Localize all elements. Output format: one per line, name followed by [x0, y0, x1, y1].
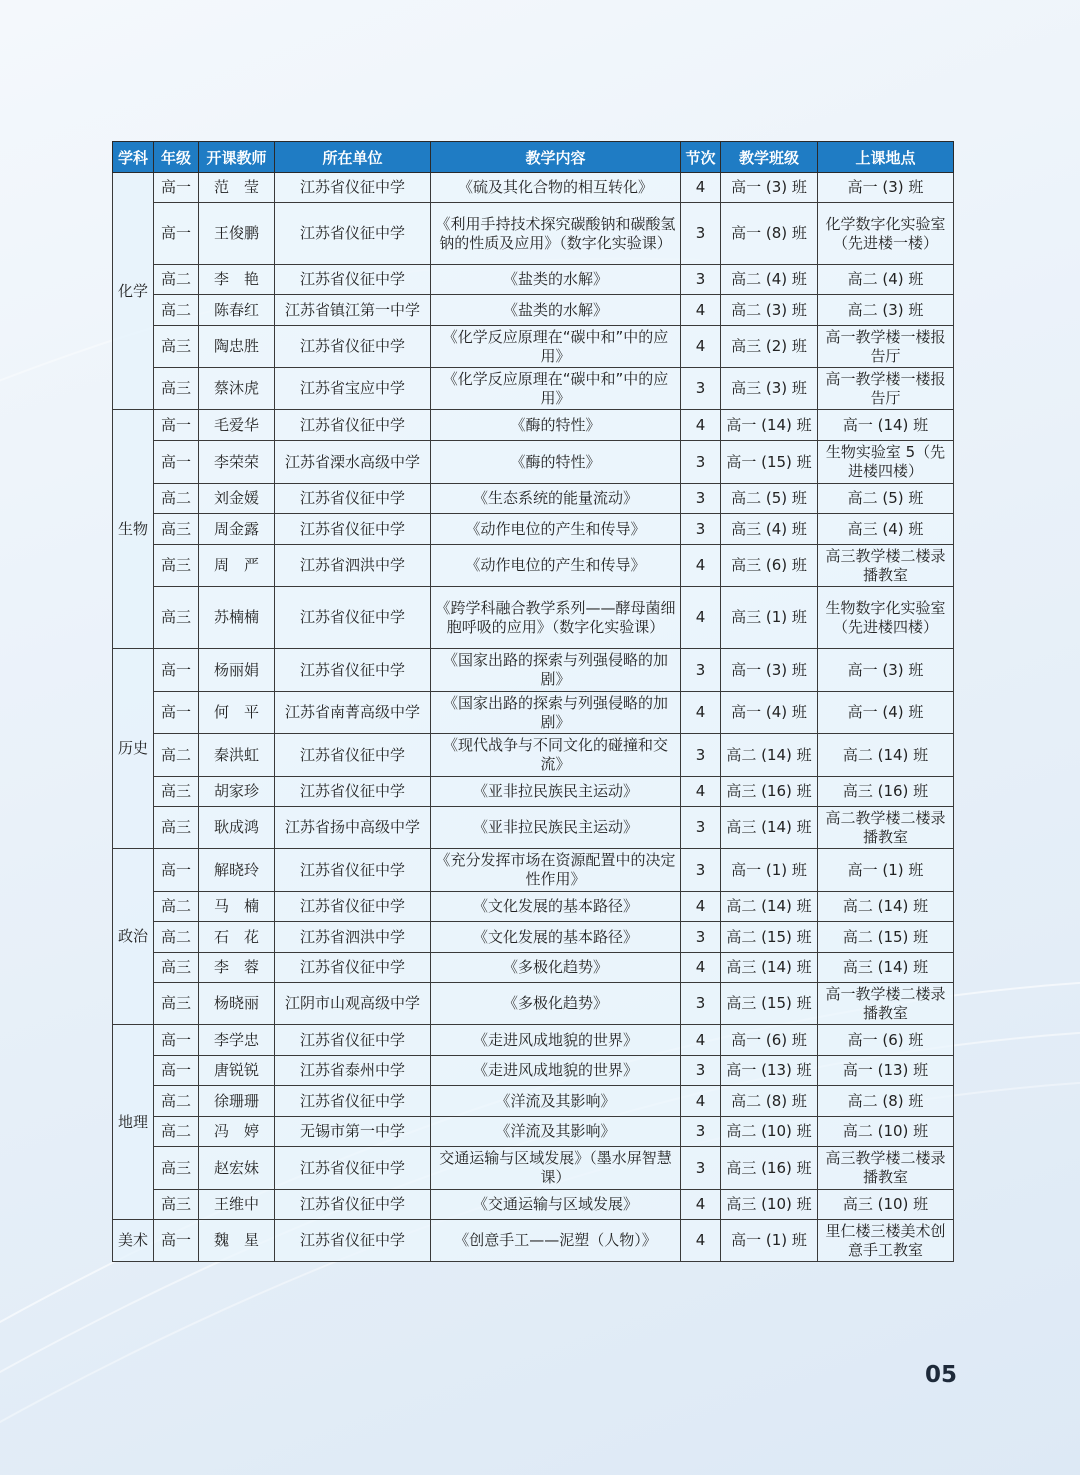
table-row: [113, 410, 954, 441]
cell-period: 3: [681, 922, 721, 953]
cell-grade: 高二: [154, 1086, 199, 1117]
cell-school: 江苏省仪征中学: [275, 484, 431, 514]
cell-period: 4: [681, 326, 721, 368]
course-schedule-table: [112, 141, 954, 1262]
cell-location: 高二教学楼二楼录播教室: [818, 807, 954, 849]
cell-period: 4: [681, 1190, 721, 1220]
cell-location: 高一教学楼一楼报告厅: [818, 368, 954, 410]
table-row: [113, 777, 954, 807]
header-teacher: 开课教师: [199, 142, 275, 173]
header-class: 教学班级: [721, 142, 818, 173]
cell-period: 3: [681, 983, 721, 1025]
table-row: [113, 734, 954, 777]
table-row: [113, 326, 954, 368]
cell-class: 高三 (16) 班: [721, 777, 818, 807]
cell-grade: 高二: [154, 1117, 199, 1147]
cell-grade: 高三: [154, 1190, 199, 1220]
cell-location: 高二 (4) 班: [818, 265, 954, 295]
table-row: [113, 545, 954, 587]
cell-class: 高二 (14) 班: [721, 734, 818, 777]
cell-school: 江苏省镇江第一中学: [275, 295, 431, 326]
cell-content: 《利用手持技术探究碳酸钠和碳酸氢钠的性质及应用》（数字化实验课）: [431, 203, 681, 265]
cell-content: 《动作电位的产生和传导》: [431, 514, 681, 545]
cell-location: 高三 (16) 班: [818, 777, 954, 807]
cell-class: 高一 (1) 班: [721, 849, 818, 892]
cell-grade: 高三: [154, 368, 199, 410]
cell-period: 4: [681, 410, 721, 441]
cell-content: 《盐类的水解》: [431, 295, 681, 326]
cell-content: 《交通运输与区域发展》: [431, 1190, 681, 1220]
cell-class: 高二 (15) 班: [721, 922, 818, 953]
table-row: [113, 1025, 954, 1056]
cell-teacher: 刘金媛: [199, 484, 275, 514]
cell-class: 高二 (14) 班: [721, 892, 818, 922]
cell-school: 江苏省仪征中学: [275, 953, 431, 983]
table-row: [113, 922, 954, 953]
table-row: [113, 1147, 954, 1190]
cell-grade: 高一: [154, 410, 199, 441]
cell-grade: 高一: [154, 649, 199, 692]
cell-content: 《动作电位的产生和传导》: [431, 545, 681, 587]
cell-period: 3: [681, 807, 721, 849]
cell-location: 高二 (15) 班: [818, 922, 954, 953]
cell-period: 4: [681, 1025, 721, 1056]
cell-grade: 高一: [154, 173, 199, 203]
cell-school: 江苏省仪征中学: [275, 777, 431, 807]
cell-school: 江苏省泰州中学: [275, 1056, 431, 1086]
page-number: 05: [925, 1362, 958, 1388]
cell-content: 《跨学科融合教学系列——酵母菌细胞呼吸的应用》（数字化实验课）: [431, 587, 681, 649]
cell-class: 高三 (4) 班: [721, 514, 818, 545]
cell-content: 《亚非拉民族民主运动》: [431, 807, 681, 849]
table-row: [113, 173, 954, 203]
header-grade: 年级: [154, 142, 199, 173]
table-row: [113, 587, 954, 649]
table-row: [113, 807, 954, 849]
cell-school: 江苏省仪征中学: [275, 514, 431, 545]
cell-period: 4: [681, 173, 721, 203]
cell-location: 高一教学楼二楼录播教室: [818, 983, 954, 1025]
cell-teacher: 李学忠: [199, 1025, 275, 1056]
cell-class: 高一 (6) 班: [721, 1025, 818, 1056]
header-location: 上课地点: [818, 142, 954, 173]
cell-subject: 化学: [113, 173, 154, 410]
cell-grade: 高三: [154, 514, 199, 545]
cell-school: 江苏省扬中高级中学: [275, 807, 431, 849]
table-header-row: [113, 142, 954, 173]
cell-school: 江苏省仪征中学: [275, 203, 431, 265]
cell-grade: 高二: [154, 295, 199, 326]
cell-grade: 高三: [154, 326, 199, 368]
cell-content: 《化学反应原理在“碳中和”中的应用》: [431, 326, 681, 368]
cell-grade: 高三: [154, 587, 199, 649]
cell-period: 4: [681, 892, 721, 922]
cell-teacher: 冯 婷: [199, 1117, 275, 1147]
cell-content: 《文化发展的基本路径》: [431, 922, 681, 953]
cell-period: 3: [681, 484, 721, 514]
cell-school: 江苏省仪征中学: [275, 1190, 431, 1220]
cell-class: 高一 (4) 班: [721, 692, 818, 734]
header-subject: 学科: [113, 142, 154, 173]
cell-content: 《创意手工——泥塑（人物）》: [431, 1220, 681, 1262]
cell-location: 高一 (6) 班: [818, 1025, 954, 1056]
cell-class: 高三 (3) 班: [721, 368, 818, 410]
cell-location: 高一 (4) 班: [818, 692, 954, 734]
cell-teacher: 胡家珍: [199, 777, 275, 807]
cell-grade: 高一: [154, 441, 199, 484]
cell-grade: 高一: [154, 203, 199, 265]
cell-school: 江苏省仪征中学: [275, 649, 431, 692]
cell-school: 江苏省仪征中学: [275, 1086, 431, 1117]
header-content: 教学内容: [431, 142, 681, 173]
cell-location: 高一教学楼一楼报告厅: [818, 326, 954, 368]
cell-content: 《化学反应原理在“碳中和”中的应用》: [431, 368, 681, 410]
table-row: [113, 265, 954, 295]
cell-period: 3: [681, 1117, 721, 1147]
cell-school: 无锡市第一中学: [275, 1117, 431, 1147]
cell-location: 高三 (14) 班: [818, 953, 954, 983]
cell-location: 高二 (3) 班: [818, 295, 954, 326]
table-row: [113, 368, 954, 410]
cell-class: 高一 (3) 班: [721, 649, 818, 692]
cell-teacher: 马 楠: [199, 892, 275, 922]
cell-period: 3: [681, 368, 721, 410]
cell-subject: 历史: [113, 649, 154, 849]
cell-teacher: 苏楠楠: [199, 587, 275, 649]
cell-location: 生物数字化实验室（先进楼四楼）: [818, 587, 954, 649]
cell-period: 4: [681, 692, 721, 734]
cell-period: 4: [681, 953, 721, 983]
cell-grade: 高一: [154, 1220, 199, 1262]
cell-content: 《盐类的水解》: [431, 265, 681, 295]
cell-teacher: 陶忠胜: [199, 326, 275, 368]
cell-location: 高二 (14) 班: [818, 892, 954, 922]
cell-content: 《现代战争与不同文化的碰撞和交流》: [431, 734, 681, 777]
table-row: [113, 295, 954, 326]
cell-subject: 生物: [113, 410, 154, 649]
cell-location: 高三教学楼二楼录播教室: [818, 545, 954, 587]
cell-teacher: 王俊鹏: [199, 203, 275, 265]
cell-location: 高三教学楼二楼录播教室: [818, 1147, 954, 1190]
table-row: [113, 983, 954, 1025]
cell-period: 3: [681, 649, 721, 692]
table-row: [113, 203, 954, 265]
cell-class: 高二 (3) 班: [721, 295, 818, 326]
cell-content: 《亚非拉民族民主运动》: [431, 777, 681, 807]
cell-content: 《硫及其化合物的相互转化》: [431, 173, 681, 203]
cell-grade: 高二: [154, 484, 199, 514]
cell-school: 江苏省宝应中学: [275, 368, 431, 410]
cell-subject: 地理: [113, 1025, 154, 1220]
cell-grade: 高二: [154, 265, 199, 295]
cell-school: 江苏省仪征中学: [275, 587, 431, 649]
table-row: [113, 892, 954, 922]
table-row: [113, 441, 954, 484]
cell-teacher: 李荣荣: [199, 441, 275, 484]
cell-grade: 高一: [154, 1056, 199, 1086]
cell-class: 高三 (6) 班: [721, 545, 818, 587]
cell-grade: 高三: [154, 953, 199, 983]
cell-class: 高三 (16) 班: [721, 1147, 818, 1190]
cell-school: 江苏省溧水高级中学: [275, 441, 431, 484]
cell-location: 高一 (13) 班: [818, 1056, 954, 1086]
cell-grade: 高三: [154, 983, 199, 1025]
cell-period: 4: [681, 587, 721, 649]
cell-period: 4: [681, 545, 721, 587]
table-row: [113, 1086, 954, 1117]
cell-content: 《酶的特性》: [431, 441, 681, 484]
table-row: [113, 1220, 954, 1262]
cell-content: 《多极化趋势》: [431, 983, 681, 1025]
cell-content: 《走进风成地貌的世界》: [431, 1056, 681, 1086]
cell-grade: 高一: [154, 849, 199, 892]
cell-content: 《充分发挥市场在资源配置中的决定性作用》: [431, 849, 681, 892]
cell-period: 3: [681, 514, 721, 545]
cell-content: 《国家出路的探索与列强侵略的加剧》: [431, 692, 681, 734]
cell-period: 3: [681, 203, 721, 265]
cell-teacher: 石 花: [199, 922, 275, 953]
table-row: [113, 514, 954, 545]
cell-teacher: 李 蓉: [199, 953, 275, 983]
cell-school: 江阴市山观高级中学: [275, 983, 431, 1025]
cell-class: 高一 (3) 班: [721, 173, 818, 203]
table-row: [113, 1190, 954, 1220]
cell-grade: 高二: [154, 892, 199, 922]
cell-location: 高三 (10) 班: [818, 1190, 954, 1220]
cell-period: 4: [681, 1220, 721, 1262]
cell-period: 3: [681, 441, 721, 484]
table-row: [113, 692, 954, 734]
cell-grade: 高二: [154, 734, 199, 777]
cell-school: 江苏省仪征中学: [275, 173, 431, 203]
cell-content: 《走进风成地貌的世界》: [431, 1025, 681, 1056]
table-row: [113, 649, 954, 692]
cell-grade: 高三: [154, 807, 199, 849]
cell-school: 江苏省仪征中学: [275, 734, 431, 777]
cell-school: 江苏省泗洪中学: [275, 922, 431, 953]
cell-period: 3: [681, 1147, 721, 1190]
cell-school: 江苏省仪征中学: [275, 1025, 431, 1056]
cell-school: 江苏省仪征中学: [275, 1147, 431, 1190]
cell-subject: 政治: [113, 849, 154, 1025]
cell-location: 生物实验室 5（先进楼四楼）: [818, 441, 954, 484]
cell-teacher: 李 艳: [199, 265, 275, 295]
cell-teacher: 杨晓丽: [199, 983, 275, 1025]
cell-class: 高一 (13) 班: [721, 1056, 818, 1086]
cell-teacher: 魏 星: [199, 1220, 275, 1262]
cell-location: 高三 (4) 班: [818, 514, 954, 545]
cell-teacher: 杨丽娟: [199, 649, 275, 692]
cell-grade: 高三: [154, 545, 199, 587]
cell-period: 4: [681, 295, 721, 326]
cell-teacher: 陈春红: [199, 295, 275, 326]
cell-class: 高三 (1) 班: [721, 587, 818, 649]
cell-location: 高二 (10) 班: [818, 1117, 954, 1147]
cell-content: 《国家出路的探索与列强侵略的加剧》: [431, 649, 681, 692]
cell-grade: 高一: [154, 1025, 199, 1056]
cell-school: 江苏省仪征中学: [275, 265, 431, 295]
cell-class: 高一 (1) 班: [721, 1220, 818, 1262]
cell-content: 《洋流及其影响》: [431, 1117, 681, 1147]
cell-location: 高一 (1) 班: [818, 849, 954, 892]
cell-school: 江苏省南菁高级中学: [275, 692, 431, 734]
cell-class: 高三 (14) 班: [721, 807, 818, 849]
cell-content: 《文化发展的基本路径》: [431, 892, 681, 922]
cell-period: 3: [681, 1056, 721, 1086]
table-row: [113, 484, 954, 514]
table-row: [113, 849, 954, 892]
cell-class: 高二 (5) 班: [721, 484, 818, 514]
cell-grade: 高三: [154, 777, 199, 807]
cell-class: 高二 (4) 班: [721, 265, 818, 295]
cell-content: 交通运输与区域发展》（墨水屏智慧课）: [431, 1147, 681, 1190]
cell-period: 3: [681, 849, 721, 892]
cell-teacher: 何 平: [199, 692, 275, 734]
cell-class: 高一 (14) 班: [721, 410, 818, 441]
cell-class: 高三 (15) 班: [721, 983, 818, 1025]
cell-teacher: 唐锐锐: [199, 1056, 275, 1086]
cell-teacher: 周金露: [199, 514, 275, 545]
table-row: [113, 1056, 954, 1086]
header-period: 节次: [681, 142, 721, 173]
cell-school: 江苏省泗洪中学: [275, 545, 431, 587]
cell-content: 《酶的特性》: [431, 410, 681, 441]
cell-school: 江苏省仪征中学: [275, 326, 431, 368]
cell-location: 高二 (5) 班: [818, 484, 954, 514]
cell-content: 《洋流及其影响》: [431, 1086, 681, 1117]
table-row: [113, 953, 954, 983]
cell-school: 江苏省仪征中学: [275, 849, 431, 892]
cell-period: 4: [681, 1086, 721, 1117]
cell-class: 高三 (10) 班: [721, 1190, 818, 1220]
cell-period: 3: [681, 734, 721, 777]
cell-class: 高一 (8) 班: [721, 203, 818, 265]
cell-teacher: 王维中: [199, 1190, 275, 1220]
cell-location: 化学数字化实验室（先进楼一楼）: [818, 203, 954, 265]
cell-school: 江苏省仪征中学: [275, 1220, 431, 1262]
cell-location: 高二 (8) 班: [818, 1086, 954, 1117]
cell-content: 《生态系统的能量流动》: [431, 484, 681, 514]
cell-class: 高一 (15) 班: [721, 441, 818, 484]
cell-class: 高二 (8) 班: [721, 1086, 818, 1117]
cell-teacher: 徐珊珊: [199, 1086, 275, 1117]
cell-location: 高二 (14) 班: [818, 734, 954, 777]
cell-teacher: 赵宏妹: [199, 1147, 275, 1190]
cell-period: 3: [681, 265, 721, 295]
cell-grade: 高一: [154, 692, 199, 734]
cell-subject: 美术: [113, 1220, 154, 1262]
cell-class: 高三 (2) 班: [721, 326, 818, 368]
cell-location: 高一 (3) 班: [818, 173, 954, 203]
table-row: [113, 1117, 954, 1147]
cell-grade: 高三: [154, 1147, 199, 1190]
cell-teacher: 解晓玲: [199, 849, 275, 892]
cell-school: 江苏省仪征中学: [275, 410, 431, 441]
cell-period: 4: [681, 777, 721, 807]
cell-teacher: 毛爱华: [199, 410, 275, 441]
cell-teacher: 耿成鸿: [199, 807, 275, 849]
cell-location: 里仁楼三楼美术创意手工教室: [818, 1220, 954, 1262]
cell-class: 高二 (10) 班: [721, 1117, 818, 1147]
header-school: 所在单位: [275, 142, 431, 173]
cell-teacher: 范 莹: [199, 173, 275, 203]
cell-location: 高一 (14) 班: [818, 410, 954, 441]
cell-grade: 高二: [154, 922, 199, 953]
cell-location: 高一 (3) 班: [818, 649, 954, 692]
cell-school: 江苏省仪征中学: [275, 892, 431, 922]
cell-teacher: 周 严: [199, 545, 275, 587]
cell-class: 高三 (14) 班: [721, 953, 818, 983]
cell-teacher: 蔡沐虎: [199, 368, 275, 410]
cell-content: 《多极化趋势》: [431, 953, 681, 983]
cell-teacher: 秦洪虹: [199, 734, 275, 777]
